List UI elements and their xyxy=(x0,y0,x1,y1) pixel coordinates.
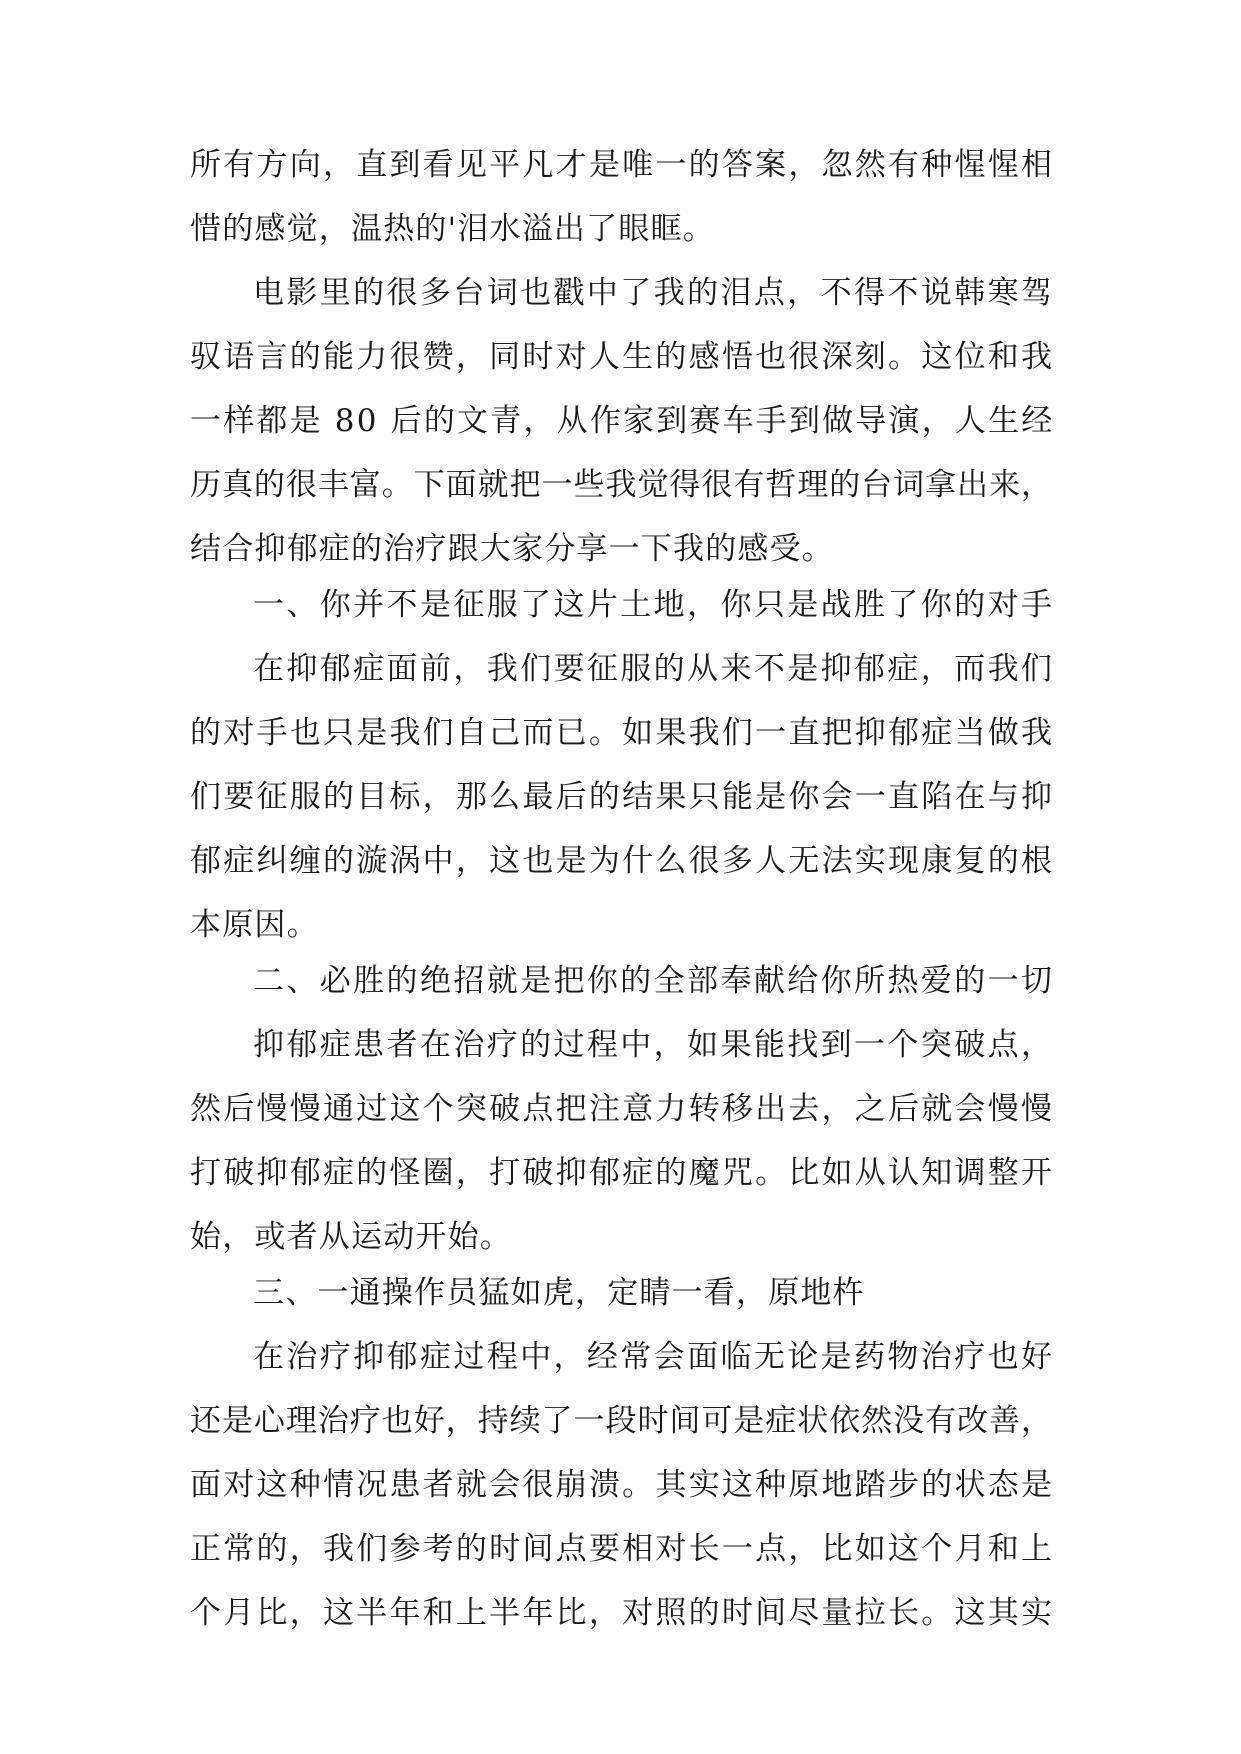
text-line: 一样都是 80 后的文青，从作家到赛车手到做导演，人生经 xyxy=(190,403,1055,439)
text-line: 个月比，这半年和上半年比，对照的时间尽量拉长。这其实 xyxy=(190,1595,1055,1631)
text-line: 打破抑郁症的怪圈，打破抑郁症的魔咒。比如从认知调整开 xyxy=(190,1155,1055,1191)
text-line: 结合抑郁症的治疗跟大家分享一下我的感受。 xyxy=(190,531,834,567)
text-line: 郁症纠缠的漩涡中，这也是为什么很多人无法实现康复的根 xyxy=(190,843,1055,879)
text-line: 们要征服的目标，那么最后的结果只能是你会一直陷在与抑 xyxy=(190,779,1055,815)
text-line: 惜的感觉，温热的'泪水溢出了眼眶。 xyxy=(190,211,715,247)
text-line: 然后慢慢通过这个突破点把注意力转移出去，之后就会慢慢 xyxy=(190,1091,1055,1127)
text-line: 正常的，我们参考的时间点要相对长一点，比如这个月和上 xyxy=(190,1531,1055,1567)
text-line: 面对这种情况患者就会很崩溃。其实这种原地踏步的状态是 xyxy=(190,1467,1055,1503)
text-line: 在抑郁症面前，我们要征服的从来不是抑郁症，而我们 xyxy=(253,651,1055,687)
text-line: 的对手也只是我们自己而已。如果我们一直把抑郁症当做我 xyxy=(190,715,1055,751)
text-line: 始，或者从运动开始。 xyxy=(190,1219,512,1255)
section-heading: 二、必胜的绝招就是把你的全部奉献给你所热爱的一切 xyxy=(253,963,1055,999)
text-line: 在治疗抑郁症过程中，经常会面临无论是药物治疗也好 xyxy=(253,1339,1055,1375)
text-line: 还是心理治疗也好，持续了一段时间可是症状依然没有改善， xyxy=(190,1403,1053,1439)
text-line: 本原因。 xyxy=(190,907,319,943)
section-heading: 三、一通操作员猛如虎，定睛一看，原地杵 xyxy=(253,1275,865,1311)
section-heading: 一、你并不是征服了这片土地，你只是战胜了你的对手 xyxy=(253,587,1055,623)
text-line: 历真的很丰富。下面就把一些我觉得很有哲理的台词拿出来， xyxy=(190,467,1053,503)
text-line: 电影里的很多台词也戳中了我的泪点，不得不说韩寒驾 xyxy=(253,275,1055,311)
text-line: 所有方向，直到看见平凡才是唯一的答案，忽然有种惺惺相 xyxy=(190,147,1055,183)
text-line: 驭语言的能力很赞，同时对人生的感悟也很深刻。这位和我 xyxy=(190,339,1055,375)
text-line: 抑郁症患者在治疗的过程中，如果能找到一个突破点， xyxy=(253,1027,1055,1063)
